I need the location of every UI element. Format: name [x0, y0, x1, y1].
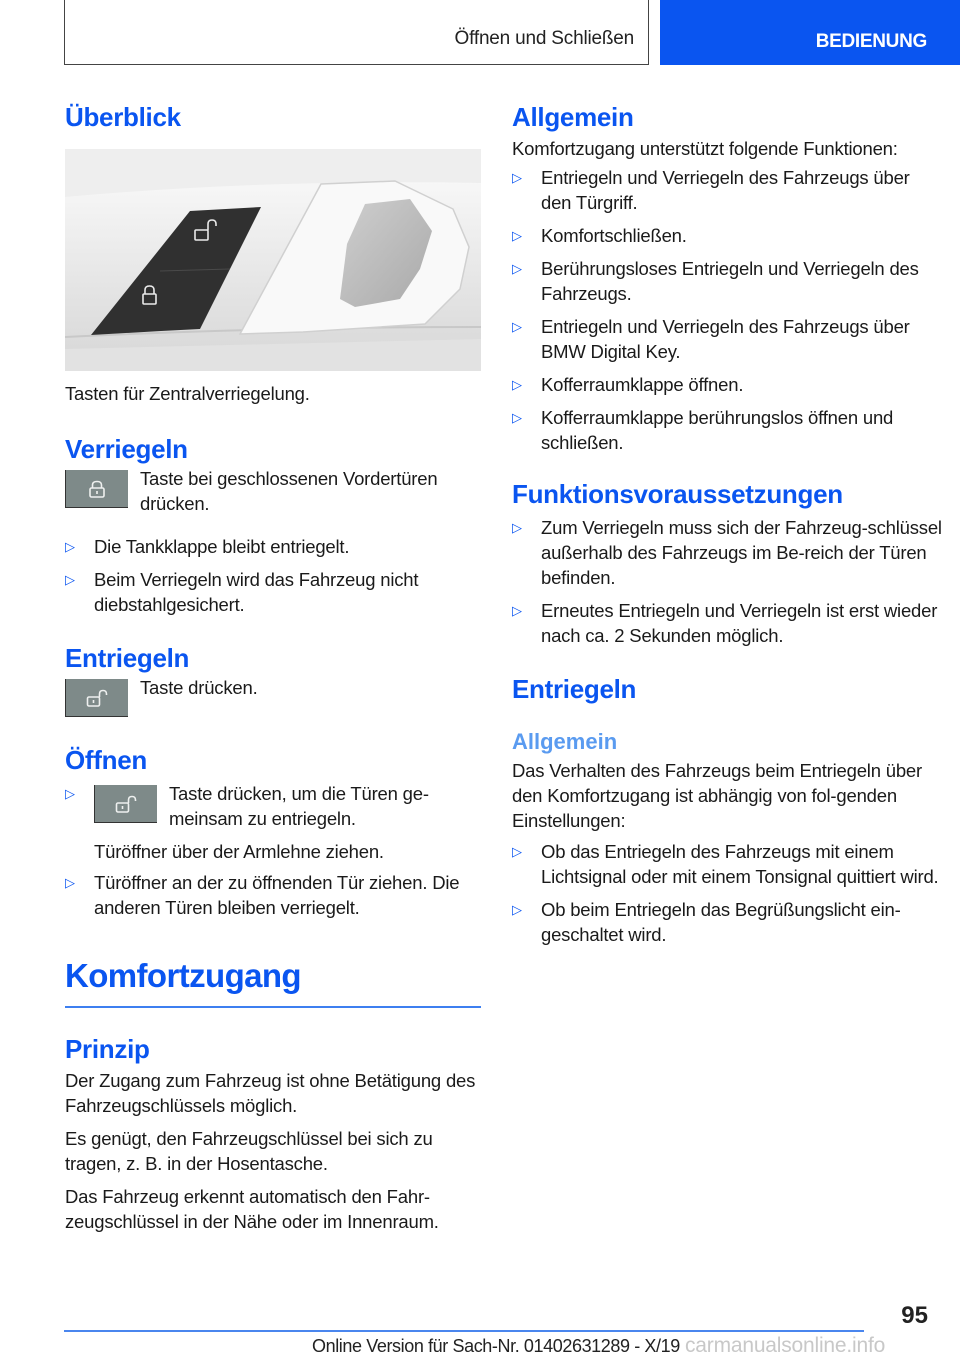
allgemein-intro: Komfortzugang unterstützt folgende Funktionen:	[512, 138, 898, 159]
heading-verriegeln: Verriegeln	[65, 434, 188, 464]
verriegeln-bullets	[65, 534, 481, 617]
bullet-triangle-icon: ▷	[512, 603, 522, 618]
list-item: ▷ Entriegeln und Verriegeln des Fahrzeugs über BMW Digital Key.	[512, 316, 910, 362]
verriegeln-instruction	[65, 470, 481, 516]
lock-closed-icon	[88, 480, 106, 498]
door-panel-photo	[65, 149, 481, 371]
list-item: ▷ Entriegeln und Verriegeln des Fahrzeugs über den Türgriff.	[512, 167, 910, 213]
list-item: ▷ Die Tankklappe bleibt entriegelt.	[65, 536, 350, 557]
entriegeln-komfort-text: Das Verhalten des Fahrzeugs beim Entriegeln über den Komfortzugang ist abhängig von fol-genden Einstellungen:	[512, 760, 922, 831]
heading-ueberblick: Überblick	[65, 102, 181, 132]
list-item: ▷ Ob beim Entriegeln das Begrüßungslicht ein-geschaltet wird.	[512, 899, 901, 945]
right-column	[512, 100, 942, 947]
bullet-triangle-icon: ▷	[512, 170, 522, 185]
image-caption: Tasten für Zentralverriegelung.	[65, 383, 310, 404]
header-section-box	[64, 0, 649, 65]
lock-open-button-image	[94, 785, 157, 823]
left-column	[65, 100, 481, 1234]
heading-entriegeln: Entriegeln	[65, 643, 190, 673]
allgemein-bullets	[512, 165, 942, 455]
bullet-triangle-icon: ▷	[65, 572, 75, 587]
bullet-triangle-icon: ▷	[65, 786, 75, 801]
list-item: ▷ Zum Verriegeln muss sich der Fahrzeug-schlüssel außerhalb des Fahrzeugs im Be-reich der Türen befinden.	[512, 517, 942, 588]
bullet-triangle-icon: ▷	[512, 844, 522, 859]
chapter-tab-label: BEDIENUNG	[815, 31, 927, 52]
heading-prinzip: Prinzip	[65, 1034, 150, 1064]
list-item: ▷ Erneutes Entriegeln und Verriegeln ist erst wieder nach ca. 2 Sekunden möglich.	[512, 600, 938, 646]
list-item	[65, 781, 481, 864]
oeffnen-step-text: Taste drücken, um die Türen ge-meinsam zu entriegeln.	[169, 783, 429, 829]
section-title: Öffnen und Schließen	[454, 28, 634, 49]
list-item: ▷ Beim Verriegeln wird das Fahrzeug nicht diebstahlgesichert.	[65, 569, 419, 615]
door-handle-illustration	[65, 149, 481, 371]
footer-divider	[64, 1330, 864, 1332]
list-item: ▷ Berührungsloses Entriegeln und Verriegeln des Fahrzeugs.	[512, 258, 919, 304]
lock-open-icon	[115, 795, 137, 813]
list-item: ▷ Kofferraumklappe öffnen.	[512, 374, 744, 395]
bullet-triangle-icon: ▷	[512, 902, 522, 917]
heading-komfortzugang: Komfortzugang	[65, 957, 301, 994]
heading-funktionsvoraussetzungen: Funktionsvoraussetzungen	[512, 479, 843, 509]
prinzip-paragraph: Das Fahrzeug erkennt automatisch den Fahr-zeugschlüssel in der Nähe oder im Innenraum.	[65, 1186, 439, 1232]
oeffnen-step-sub: Türöffner über der Armlehne ziehen.	[94, 841, 384, 862]
heading-oeffnen: Öffnen	[65, 745, 147, 775]
oeffnen-bullets	[65, 781, 481, 920]
heading-allgemein: Allgemein	[512, 102, 634, 132]
list-item: ▷ Ob das Entriegeln des Fahrzeugs mit einem Lichtsignal oder mit einem Tonsignal quittiert wird.	[512, 841, 939, 887]
list-item: ▷ Komfortschließen.	[512, 225, 687, 246]
prinzip-paragraph: Es genügt, den Fahrzeugschlüssel bei sich zu tragen, z. B. in der Hosentasche.	[65, 1128, 433, 1174]
bullet-triangle-icon: ▷	[512, 228, 522, 243]
bullet-triangle-icon: ▷	[512, 520, 522, 535]
list-item: ▷ Kofferraumklappe berührungslos öffnen und schließen.	[512, 407, 894, 453]
watermark: carmanualsonline.info	[685, 1334, 886, 1357]
bullet-triangle-icon: ▷	[65, 539, 75, 554]
entriegeln-text: Taste drücken.	[140, 677, 258, 698]
bullet-triangle-icon: ▷	[512, 319, 522, 334]
chapter-tab	[660, 0, 960, 65]
prinzip-paragraph: Der Zugang zum Fahrzeug ist ohne Betätigung des Fahrzeugschlüssels möglich.	[65, 1070, 476, 1116]
bullet-triangle-icon: ▷	[512, 410, 522, 425]
verriegeln-text: Taste bei geschlossenen Vordertüren drücken.	[140, 468, 438, 514]
bullet-triangle-icon: ▷	[65, 875, 75, 890]
lock-open-button-image	[65, 679, 128, 717]
entriegeln-komfort-bullets	[512, 839, 942, 947]
heading-entriegeln-komfort: Entriegeln	[512, 674, 637, 704]
bullet-triangle-icon: ▷	[512, 261, 522, 276]
lock-open-icon	[86, 689, 108, 707]
online-version-label: Online Version für Sach-Nr. 01402631289 - X/19	[312, 1336, 680, 1356]
bullet-triangle-icon: ▷	[512, 377, 522, 392]
list-item: ▷ Türöffner an der zu öffnenden Tür ziehen. Die anderen Türen bleiben verriegelt.	[65, 872, 460, 918]
page-number: 95	[901, 1302, 928, 1329]
entriegeln-instruction	[65, 679, 481, 717]
section-divider	[65, 1006, 481, 1008]
subheading-allgemein: Allgemein	[512, 729, 618, 754]
lock-closed-button-image	[65, 470, 128, 508]
funktionsvoraussetzungen-bullets	[512, 515, 942, 648]
